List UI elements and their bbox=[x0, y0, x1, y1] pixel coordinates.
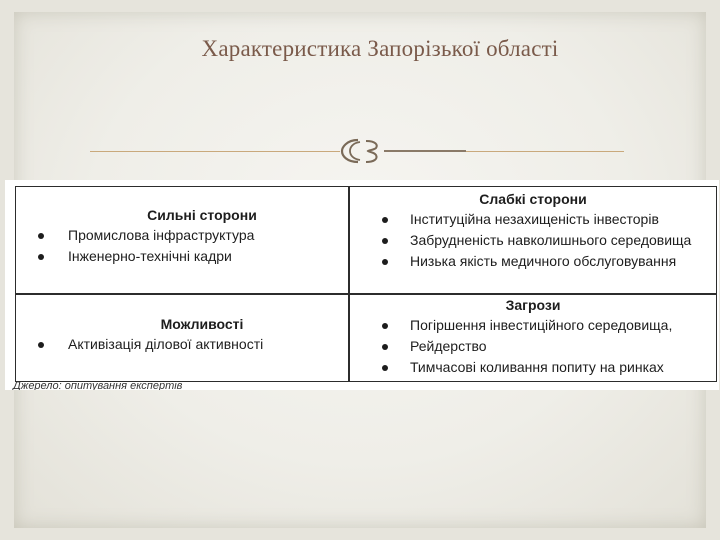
divider-line-left bbox=[90, 151, 340, 152]
weaknesses-heading: Слабкі сторони bbox=[479, 191, 587, 207]
scroll-ornament-icon bbox=[338, 134, 386, 168]
list-item: Тимчасові коливання попиту на ринках bbox=[350, 357, 716, 378]
divider-accent bbox=[384, 150, 466, 152]
source-note: Джерело: опитування експертів bbox=[13, 380, 183, 390]
weaknesses-cell bbox=[350, 189, 716, 272]
weaknesses-list bbox=[350, 209, 716, 272]
strengths-list bbox=[16, 225, 348, 267]
slide-title: Характеристика Запорізької області bbox=[201, 36, 559, 61]
strengths-heading: Сильні сторони bbox=[147, 207, 257, 223]
list-item: Низька якість медичного обслуговування bbox=[350, 251, 716, 272]
opportunities-heading: Можливості bbox=[160, 316, 244, 332]
list-item: Інженерно-технічні кадри bbox=[16, 246, 348, 267]
swot-table-image bbox=[5, 180, 719, 390]
list-item: Рейдерство bbox=[350, 336, 716, 357]
list-item: Промислова інфраструктура bbox=[16, 225, 348, 246]
opportunities-list bbox=[16, 334, 348, 355]
list-item: Забрудненість навколишнього середовища bbox=[350, 230, 716, 251]
swot-grid bbox=[15, 186, 717, 382]
threats-cell bbox=[350, 295, 716, 378]
threats-heading: Загрози bbox=[505, 297, 561, 313]
threats-list bbox=[350, 315, 716, 378]
list-item: Активізація ділової активності bbox=[16, 334, 348, 355]
opportunities-cell bbox=[16, 314, 348, 355]
list-item: Інституційна незахищеність інвесторів bbox=[350, 209, 716, 230]
strengths-cell bbox=[16, 205, 348, 267]
list-item: Погіршення інвестиційного середовища, bbox=[350, 315, 716, 336]
